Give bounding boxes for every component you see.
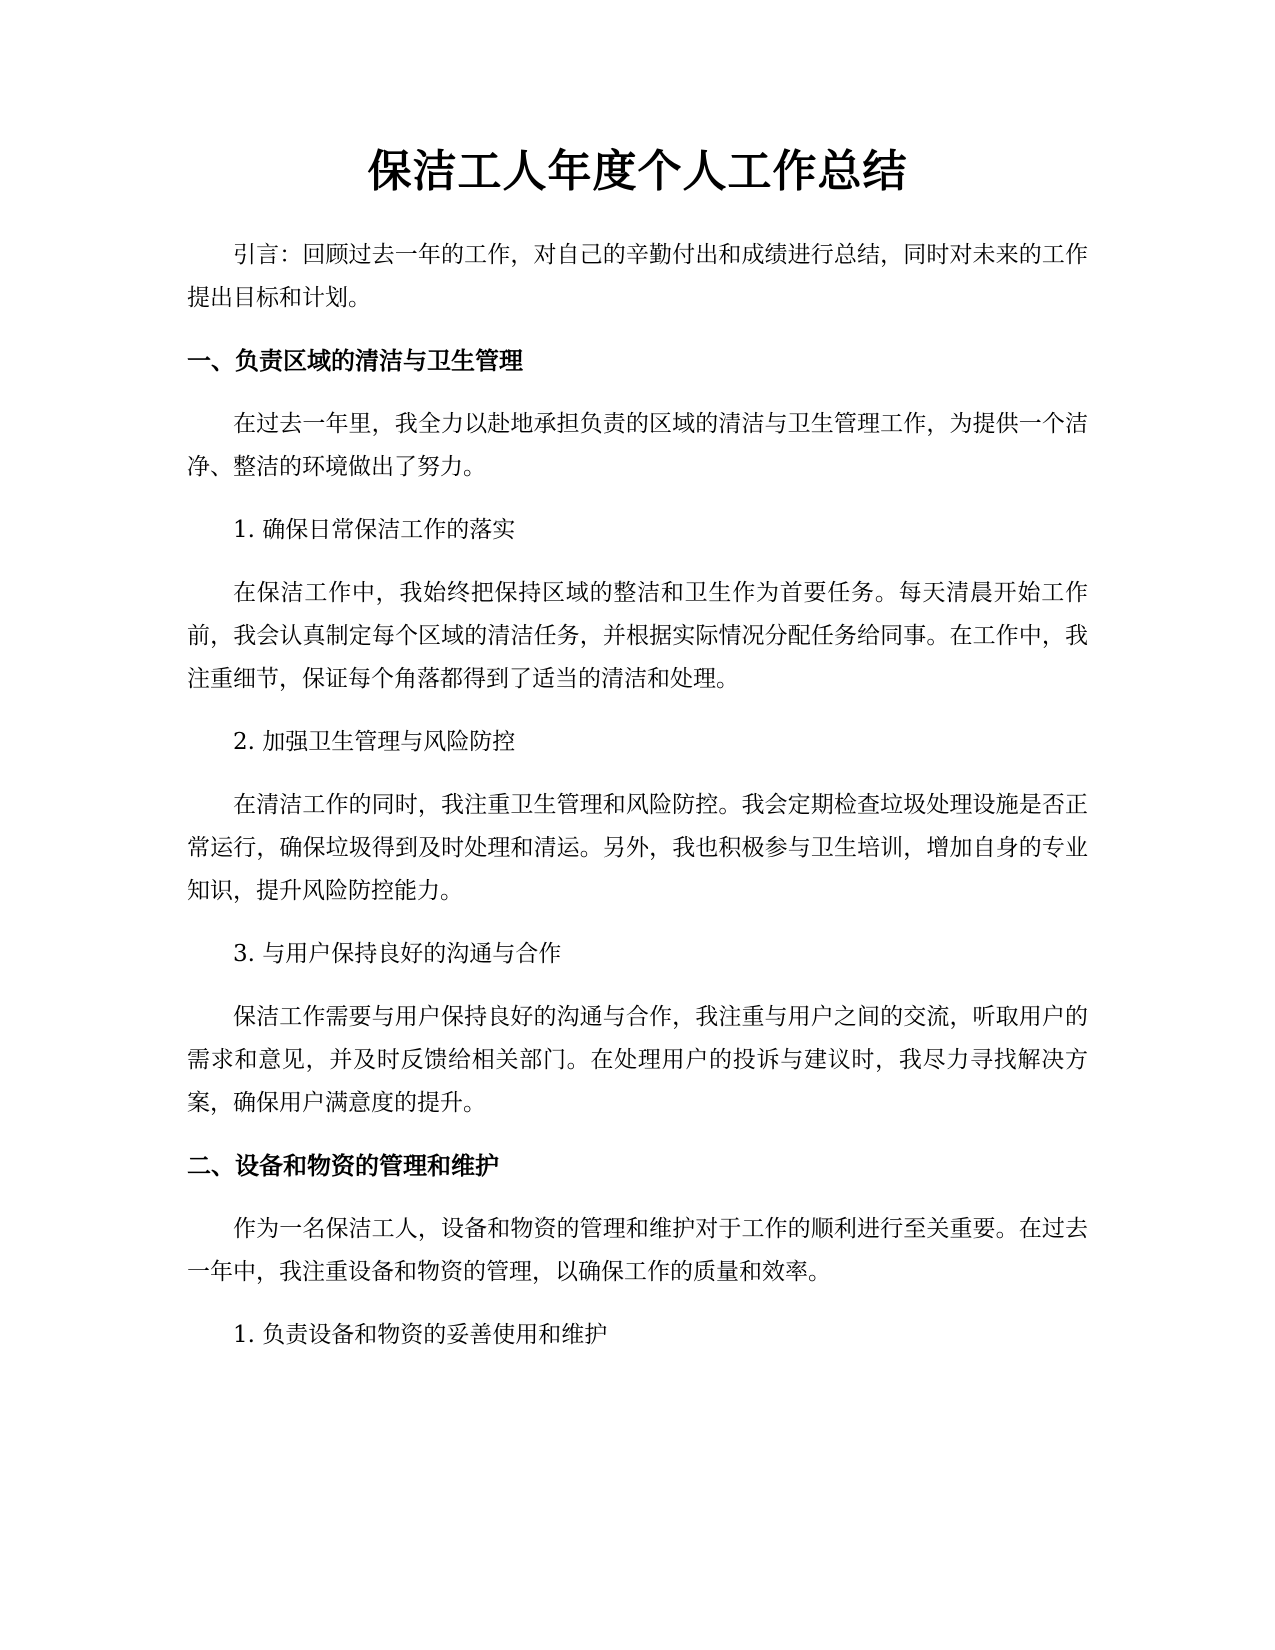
section-1-item-3-paragraph: 保洁工作需要与用户保持良好的沟通与合作，我注重与用户之间的交流，听取用户的需求和意见，并及时反馈给相关部门。在处理用户的投诉与建议时，我尽力寻找解决方案，确保用户满意度的提升。 xyxy=(187,1004,1088,1116)
section-1-item-1-paragraph: 在保洁工作中，我始终把保持区域的整洁和卫生作为首要任务。每天清晨开始工作前，我会认真制定每个区域的清洁任务，并根据实际情况分配任务给同事。在工作中，我注重细节，保证每个角落都得到了适当的清洁和处理。 xyxy=(187,580,1088,692)
section-heading-2: 二、设备和物资的管理和维护 xyxy=(187,1152,499,1180)
intro-paragraph: 引言：回顾过去一年的工作，对自己的辛勤付出和成绩进行总结，同时对未来的工作提出目标和计划。 xyxy=(187,242,1088,311)
section-1-item-2-title: 2. 加强卫生管理与风险防控 xyxy=(233,729,516,755)
document-content xyxy=(187,140,1088,1377)
section-1-paragraph: 在过去一年里，我全力以赴地承担负责的区域的清洁与卫生管理工作，为提供一个洁净、整洁的环境做出了努力。 xyxy=(187,411,1088,480)
section-2-paragraph: 作为一名保洁工人，设备和物资的管理和维护对于工作的顺利进行至关重要。在过去一年中，我注重设备和物资的管理，以确保工作的质量和效率。 xyxy=(187,1216,1088,1285)
section-2-item-1-title: 1. 负责设备和物资的妥善使用和维护 xyxy=(233,1322,608,1348)
section-1-item-1-title: 1. 确保日常保洁工作的落实 xyxy=(233,517,516,543)
document-title: 保洁工人年度个人工作总结 xyxy=(367,146,908,197)
section-1-item-2-paragraph: 在清洁工作的同时，我注重卫生管理和风险防控。我会定期检查垃圾处理设施是否正常运行，确保垃圾得到及时处理和清运。另外，我也积极参与卫生培训，增加自身的专业知识，提升风险防控能力。 xyxy=(187,792,1088,904)
section-heading-1: 一、负责区域的清洁与卫生管理 xyxy=(187,347,523,375)
section-1-item-3-title: 3. 与用户保持良好的沟通与合作 xyxy=(233,941,562,967)
